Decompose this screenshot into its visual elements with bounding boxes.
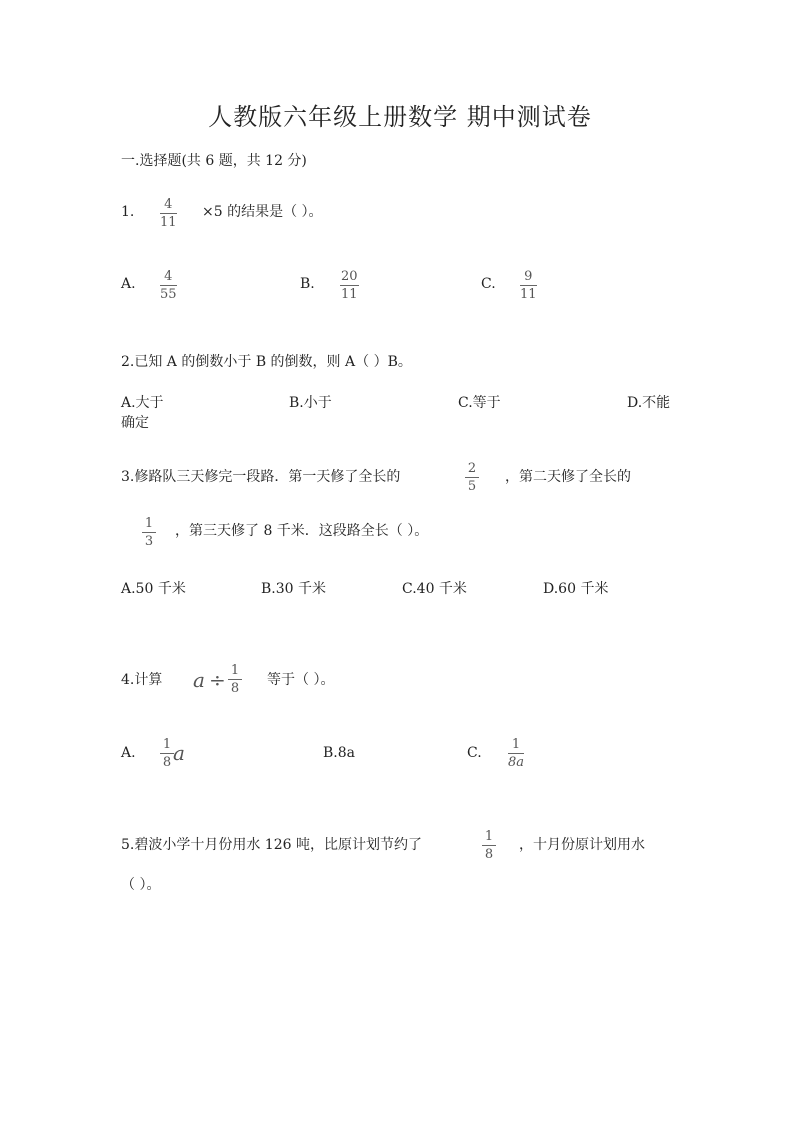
q4-option-b: B.8a [323,745,355,761]
q1-option-a-label: A. [121,276,136,292]
q2-option-c: C.等于 [458,395,501,411]
frac-num: 4 [164,269,173,284]
q5-text-3: （ ）。 [121,877,161,893]
q1-option-c-fraction [520,269,537,302]
section-heading: 一.选择题(共 6 题，共 12 分) [121,153,307,169]
q2-option-a: A.大于 [121,395,164,411]
q1-option-c-label: C. [481,276,496,292]
frac-num: 1 [144,516,154,531]
frac-den: 11 [520,287,537,302]
q3-text-3: ，第三天修了 8 千米．这段路全长（ ）。 [175,523,429,539]
frac-den: 55 [160,287,177,302]
q3-option-c: C.40 千米 [402,581,467,597]
q2-text: 2.已知 A 的倒数小于 B 的倒数，则 A（ ）B。 [121,354,412,370]
frac-den: 3 [144,534,154,549]
q4-option-c-fraction [508,737,524,770]
frac-den: 5 [467,479,477,494]
frac-num: 2 [467,461,477,476]
q4-expr-divide: ÷ [209,668,226,692]
q5-text-1: 5.碧波小学十月份用水 126 吨，比原计划节约了 [121,837,422,853]
frac-num: 1 [162,737,172,752]
q3-fraction-1 [465,461,479,494]
frac-num: 1 [230,663,240,678]
q1-fraction [160,197,177,230]
frac-den: 8 [230,681,240,696]
q4-expr-fraction [228,663,242,696]
q5-text-2: ，十月份原计划用水 [519,837,645,853]
frac-num: 9 [524,269,533,284]
frac-den: 8 [484,847,494,862]
frac-den: 11 [341,287,358,302]
q4-option-c-label: C. [467,745,482,761]
q1-frac-den: 11 [160,215,177,230]
q4-option-a-fraction [160,737,174,770]
q1-frac-num: 4 [164,197,173,212]
q4-option-a-variable: a [173,741,185,765]
frac-den: 8a [508,755,525,770]
frac-den: 8 [162,755,172,770]
q2-option-b: B.小于 [289,395,332,411]
page-title: 人教版六年级上册数学 期中测试卷 [208,103,592,131]
q2-option-d: D.不能 [627,395,671,411]
q3-option-a: A.50 千米 [121,581,186,597]
q5-fraction [482,829,496,862]
q3-option-d: D.60 千米 [543,581,609,597]
q1-option-b-label: B. [300,276,315,292]
q3-text-1: 3.修路队三天修完一段路．第一天修了全长的 [121,469,401,485]
q4-text-2: 等于（ ）。 [267,672,335,688]
q1-number: 1. [121,204,135,220]
q4-text-1: 4.计算 [121,672,163,688]
q1-text: ×5 的结果是（ ）。 [202,204,323,220]
q2-option-d-wrap: 确定 [121,415,149,431]
q1-option-a-fraction [160,269,177,302]
frac-num: 1 [511,737,521,752]
q3-text-2: ，第二天修了全长的 [505,469,631,485]
frac-num: 1 [484,829,494,844]
q4-option-a-label: A. [121,745,136,761]
frac-num: 20 [341,269,358,284]
q4-expr-variable: a [193,668,205,692]
q3-option-b: B.30 千米 [261,581,327,597]
q1-option-b-fraction [340,269,359,302]
q3-fraction-2 [142,516,156,549]
